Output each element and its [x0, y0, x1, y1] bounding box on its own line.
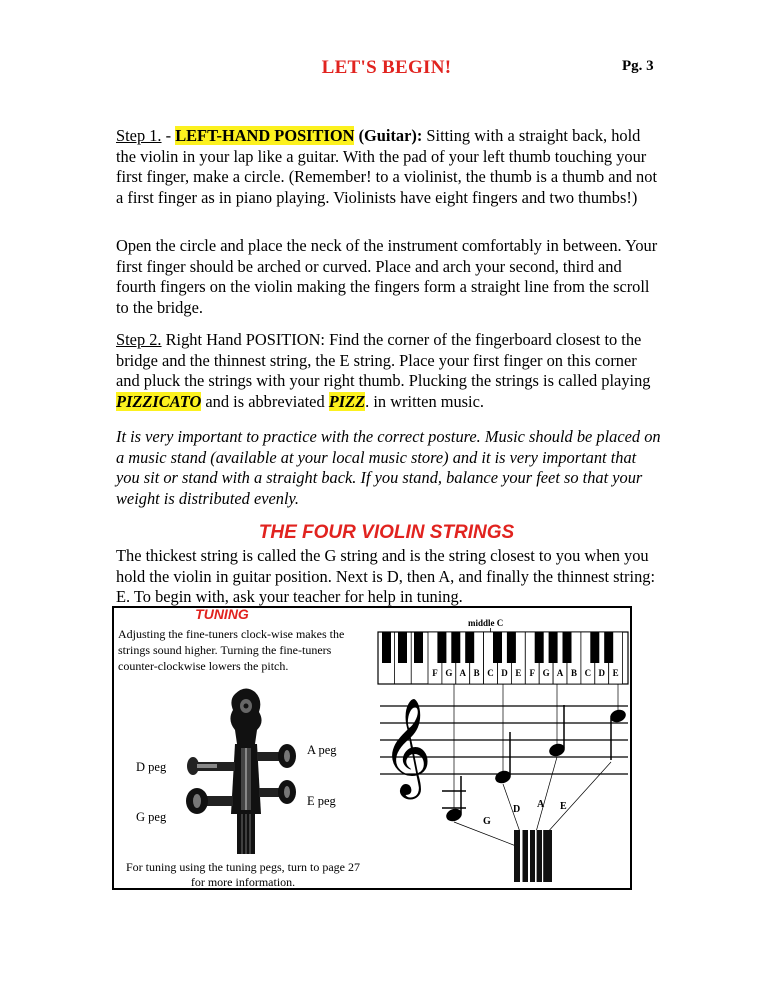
step2-text-a: Right Hand POSITION: Find the corner of the fingerboard closest to the bridge and the thinnest string, the E string. Place your first finger on this corner and pluck the strings with your right thumb. Plucking the strings is called playing: [116, 330, 651, 391]
note-e: [608, 708, 627, 760]
black-key: [414, 632, 423, 663]
key-label: C: [584, 668, 592, 678]
step1-subtitle: (Guitar):: [354, 126, 423, 145]
paragraph-2: Open the circle and place the neck of the instrument comfortably in between. Your first finger should be arched or curved. Place and arch your second, third and fourth fingers on the violin making the fingers form a straight line from the scroll to the bridge.: [116, 236, 658, 318]
key-label: F: [529, 668, 535, 678]
black-key: [382, 632, 391, 663]
keyboard-staff-diagram: [370, 612, 632, 888]
key-label: G: [542, 668, 550, 678]
piano-keyboard: [378, 628, 628, 684]
black-key: [398, 632, 407, 663]
black-key: [535, 632, 544, 663]
page-title: LET'S BEGIN!: [321, 57, 452, 78]
string-label-d: D: [513, 804, 521, 815]
e-peg-label: E peg: [307, 794, 336, 808]
step2-paragraph: [116, 330, 661, 413]
middle-c-label: middle C: [468, 618, 504, 628]
black-key: [507, 632, 516, 663]
key-label: A: [459, 668, 466, 678]
key-label: D: [501, 668, 508, 678]
string-label-a: A: [537, 799, 545, 810]
key-label: D: [598, 668, 605, 678]
treble-clef-icon: 𝄞: [382, 701, 432, 794]
key-label: B: [473, 668, 480, 678]
g-peg-label: G peg: [136, 810, 167, 824]
step1-text: Sitting with a straight back, hold the violin in your lap like a guitar. With the pad of your left thumb touching your first finger, make a circle. (Remember! to a violinist, the thumb is a thumb and not a first finger as in piano playing. Violinists have eight fingers and two thumbs!): [116, 126, 658, 208]
strings-section-title: THE FOUR VIOLIN STRINGS: [258, 522, 515, 543]
black-key: [563, 632, 572, 663]
step1-dash: -: [161, 126, 176, 145]
key-label: G: [445, 668, 453, 678]
string-block-icon: [514, 830, 552, 882]
key-label: C: [487, 668, 494, 678]
key-label: F: [432, 668, 438, 678]
key-label: E: [612, 668, 619, 678]
page-number: Pg. 3: [622, 58, 654, 74]
step2-text-b: and is abbreviated: [201, 392, 329, 412]
key-label: E: [515, 668, 522, 678]
step1-highlight: LEFT-HAND POSITION: [175, 126, 355, 145]
a-peg-label: A peg: [307, 743, 337, 757]
string-label-e: E: [560, 801, 567, 812]
posture-note: It is very important to practice with the correct posture. Music should be placed on a music stand (available at your local music store) and it is very important that you sit or stand with a straight back. If you stand, balance your feet so that your weight is distributed evenly.: [116, 427, 661, 509]
tuning-footer: For tuning using the tuning pegs, turn to page 27 for more information.: [126, 860, 360, 889]
step2-label: Step 2.: [116, 330, 162, 349]
black-key: [465, 632, 474, 663]
black-key: [549, 632, 558, 663]
key-label: B: [570, 668, 577, 678]
key-label: A: [556, 668, 564, 678]
tuning-title: TUNING: [195, 606, 249, 622]
tuning-text: Adjusting the fine-tuners clock-wise makes the strings sound higher. Turning the fine-tuners counter-clockwise lowers the pitch.: [118, 627, 345, 673]
black-key: [451, 632, 460, 663]
black-key: [437, 632, 446, 663]
black-key: [590, 632, 599, 663]
step2-text-c: . in written music.: [365, 392, 484, 412]
black-key: [493, 632, 502, 663]
pizz-term: PIZZ: [328, 392, 366, 412]
pizzicato-term: PIZZICATO: [116, 392, 202, 412]
d-peg-label: D peg: [136, 760, 167, 774]
string-label-g: G: [483, 816, 491, 827]
black-key: [604, 632, 613, 663]
strings-paragraph: The thickest string is called the G string and is the string closest to you when you hold the violin in guitar position. Next is D, then A, and finally the thinnest string: E. To begin with, ask your teacher for help in tuning.: [116, 546, 656, 607]
step1-paragraph: [116, 126, 661, 209]
violin-scroll-illustration: [175, 684, 315, 854]
step1-label: Step 1.: [116, 126, 162, 145]
